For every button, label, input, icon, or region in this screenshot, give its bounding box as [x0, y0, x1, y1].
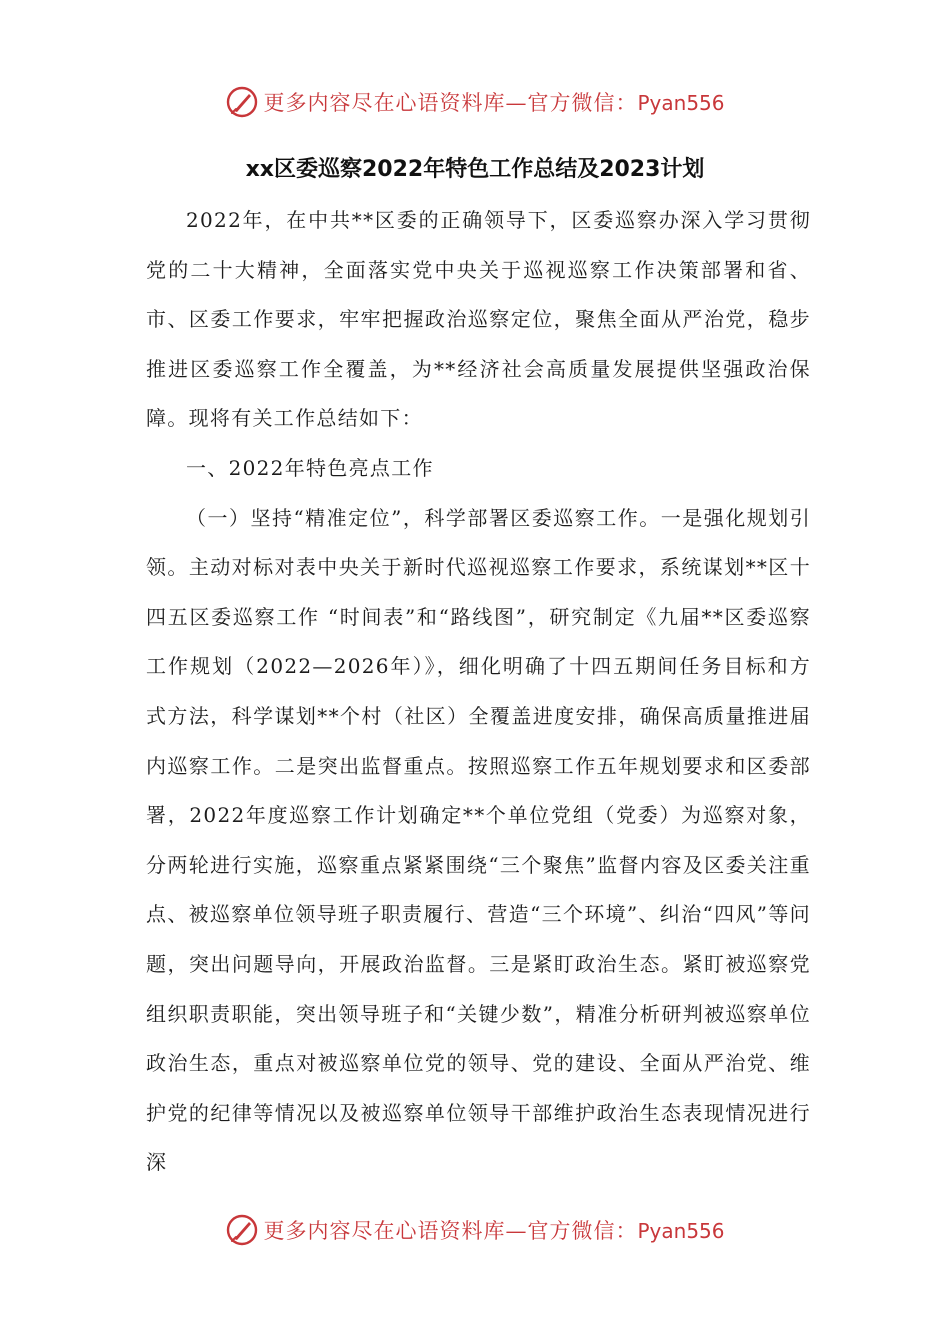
watermark-text-cn: 更多内容尽在心语资料库—官方微信： — [263, 91, 638, 115]
quill-logo-icon — [225, 85, 259, 119]
watermark-text-cn: 更多内容尽在心语资料库—官方微信： — [263, 1219, 638, 1243]
section-heading: 一、2022年特色亮点工作 — [186, 455, 434, 480]
watermark-text — [263, 1215, 724, 1245]
document-title: xx区委巡察2022年特色工作总结及2023计划 — [245, 157, 705, 182]
watermark-banner-top — [0, 82, 950, 122]
watermark-wechat-id: Pyan556 — [637, 91, 725, 115]
document-body — [146, 196, 811, 1188]
watermark-wechat-id: Pyan556 — [637, 1219, 725, 1243]
watermark-text — [263, 87, 724, 117]
section-paragraph: （一）坚持“精准定位”，科学部署区委巡察工作。一是强化规划引领。主动对标对表中央关于新时代巡视巡察工作要求，系统谋划**区十四五区委巡察工作 “时间表”和“路线图”，研究制定《九届**区委巡察工作规划（2022—2026年）》，细化明确了十四五期间任务目标和方式方法，科学谋划**个村（社区）全覆盖进度安排，确保高质量推进届内巡察工作。二是突出监督重点。按照巡察工作五年规划要求和区委部署，2022年度巡察工作计划确定**个单位党组（党委）为巡察对象，分两轮进行实施，巡察重点紧紧围绕“三个聚焦”监督内容及区委关注重点、被巡察单位领导班子职责履行、营造“三个环境”、纠治“四风”等问题，突出问题导向，开展政治监督。三是紧盯政治生态。紧盯被巡察党组织职责职能，突出领导班子和“关键少数”，精准分析研判被巡察单位政治生态，重点对被巡察单位党的领导、党的建设、全面从严治党、维护党的纪律等情况以及被巡察单位领导干部维护政治生态表现情况进行深 — [146, 505, 811, 1175]
quill-logo-icon — [225, 1213, 259, 1247]
intro-paragraph: 2022年，在中共**区委的正确领导下，区委巡察办深入学习贯彻党的二十大精神，全面落实党中央关于巡视巡察工作决策部署和省、市、区委工作要求，牢牢把握政治巡察定位，聚焦全面从严治党，稳步推进区委巡察工作全覆盖，为**经济社会高质量发展提供坚强政治保障。现将有关工作总结如下： — [146, 208, 811, 431]
watermark-banner-bottom — [0, 1210, 950, 1250]
